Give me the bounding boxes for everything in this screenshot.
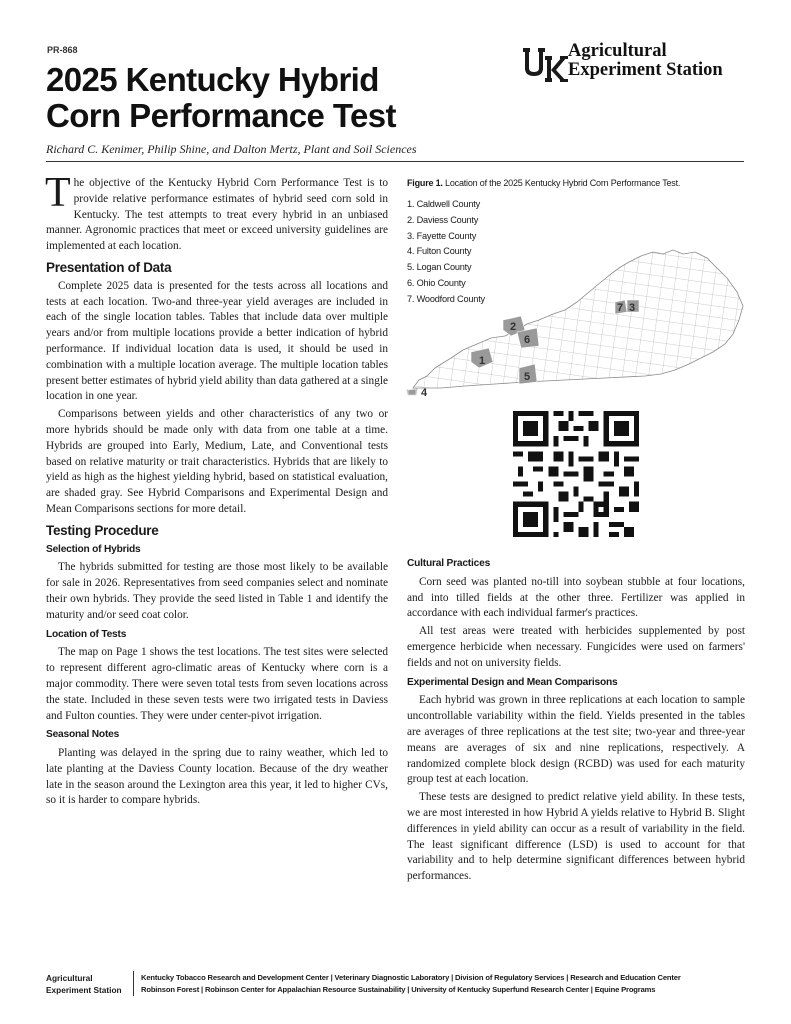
title-line-2: Corn Performance Test <box>46 97 396 134</box>
map-label-2: 2 <box>510 321 517 333</box>
left-column <box>45 170 388 811</box>
logo-line-2: Experiment Station <box>568 60 723 80</box>
figure-label: Figure 1. <box>407 178 443 188</box>
title-line-1: 2025 Kentucky Hybrid <box>46 61 379 98</box>
kentucky-county-map <box>405 240 747 400</box>
figure-caption <box>407 178 680 188</box>
location-paragraph: The map on Page 1 shows the test locations. The test sites were selected to represent different agro-climatic areas of Kentucky where corn is a major commodity. There were seven total tests from seven locations across the state. Included in these seven tests were two irrigated tests in Daviess and Fulton counties. They were under center-pivot irrigation. <box>46 646 388 722</box>
map-label-1: 1 <box>479 355 486 367</box>
footer-right-line-2: Robinson Forest | Robinson Center for Appalachian Resource Sustainability | University of Kentucky Superfund Research Center | Equine Programs <box>141 985 656 994</box>
county-fulton <box>408 389 416 395</box>
figure-caption-text: Location of the 2025 Kentucky Hybrid Corn Performance Test. <box>445 178 681 188</box>
map-label-6: 6 <box>524 334 531 346</box>
footer-station-name <box>46 972 122 996</box>
map-counties <box>405 240 747 400</box>
county-item: 7. Woodford County <box>407 293 485 304</box>
map-label-5: 5 <box>524 371 531 383</box>
cultural-paragraph-1: Corn seed was planted no-till into soybean stubble at four locations, and into tilled fields at the other three. Fertilizer was applied in accordance with each individual farmer's practices. <box>407 575 745 620</box>
logo-text <box>568 42 723 80</box>
heading-location: Location of Tests <box>46 628 127 640</box>
cultural-paragraph-2: All test areas were treated with herbicides supplemented by post emergence herbicide when necessary. Fungicides were used on farmers' fields and not on university fields. <box>407 625 745 669</box>
drop-cap: T <box>45 170 71 216</box>
heading-cultural-practices: Cultural Practices <box>407 558 491 569</box>
county-item: 4. Fulton County <box>407 246 472 257</box>
logo-line-1: Agricultural <box>568 41 667 61</box>
selection-paragraph: The hybrids submitted for testing are those most likely to be available for sale in 2026. Representatives from seed companies select and nominate their own hybrids. They provide the seed listed in Table 1 and identify the maturity and/or seed coat color. <box>46 561 388 621</box>
county-item: 5. Logan County <box>407 262 472 273</box>
footer-left-line-1: Agricultural <box>46 973 93 983</box>
design-paragraph-2: These tests are designed to predict relative yield ability. In these tests, we are most interested in how Hybrid A yields relative to Hybrid B. Slight differences in yield ability can occur as a result of variability in the field. The least significant difference (LSD) is used to account for that variability and to help determine significant differences between hybrid performances. <box>407 791 745 883</box>
publication-number: PR-868 <box>47 45 78 55</box>
design-paragraph-1: Each hybrid was grown in three replications at each location to sample uncontrollable variability within the field. Yields presented in the tables are averages of three replications at the test site; two-year and three-year means are averages of six and nine replications, respectively. A randomized complete block design (RCBD) was used for each maturity group test at each location. <box>407 694 745 786</box>
qr-code <box>513 411 639 537</box>
county-item: 3. Fayette County <box>407 230 477 241</box>
county-item: 1. Caldwell County <box>407 199 480 209</box>
heading-selection: Selection of Hybrids <box>46 543 141 555</box>
footer-right-line-1: Kentucky Tobacco Research and Development Center | Veterinary Diagnostic Laboratory | Division of Regulatory Services | Research and Education Center <box>141 973 681 982</box>
intro-paragraph <box>45 170 388 255</box>
presentation-paragraph-1: Complete 2025 data is presented for the tests across all locations and tests at each location. Two-and three-year yield averages are included in each of the single location tables. Tables that include data over multiple years and/or from multiple locations provide a better indication of hybrid performance. If individual location data is used, it should be used in combination with a multiple location average. The multiple location tables present better estimates of hybrid yield ability than data gathered at a single location in one year. <box>46 279 388 403</box>
county-item: 6. Ohio County <box>407 277 466 288</box>
map-label-7: 7 <box>617 302 624 314</box>
intro-text: he objective of the Kentucky Hybrid Corn Performance Test is to provide relative performance estimates of hybrid seed corn sold in Kentucky. The test attempts to treat every hybrid in an unbiased manner. Agronomic practices that meet or exceed university guidelines are implemented at each location. <box>46 177 388 253</box>
authors: Richard C. Kenimer, Philip Shine, and Dalton Mertz, Plant and Soil Sciences <box>46 142 417 156</box>
heading-presentation: Presentation of Data <box>46 259 172 275</box>
footer-divider <box>133 971 134 996</box>
heading-testing-procedure: Testing Procedure <box>46 522 159 538</box>
map-label-4: 4 <box>421 387 428 399</box>
seasonal-paragraph: Planting was delayed in the spring due to rainy weather, which led to late planting at the Daviess County location. Because of the dry weather late in the season around the Lexington area this year, it led to higher CVs, so it is harder to compare hybrids. <box>46 747 388 807</box>
county-item: 2. Daviess County <box>407 214 479 225</box>
heading-seasonal: Seasonal Notes <box>46 729 120 741</box>
footer-left-line-2: Experiment Station <box>46 985 122 995</box>
presentation-paragraph-2: Comparisons between yields and other characteristics of any two or more hybrids should be made only with data from one table at a time. Hybrids are grouped into Early, Medium, Late, and Conventional tests based on relative maturity or trait characteristics. Hybrids that are likely to yield as high as the highest yielding hybrid, based on statistical evaluation, are shaded gray. See Hybrid Comparisons and Experimental Design and Mean Comparisons sections for more detail. <box>46 408 388 515</box>
footer-programs <box>141 972 681 996</box>
heading-experimental-design: Experimental Design and Mean Comparisons <box>407 676 618 688</box>
header-divider <box>46 161 744 162</box>
page-title <box>46 62 396 134</box>
right-column <box>407 553 745 887</box>
map-label-3: 3 <box>629 302 636 314</box>
